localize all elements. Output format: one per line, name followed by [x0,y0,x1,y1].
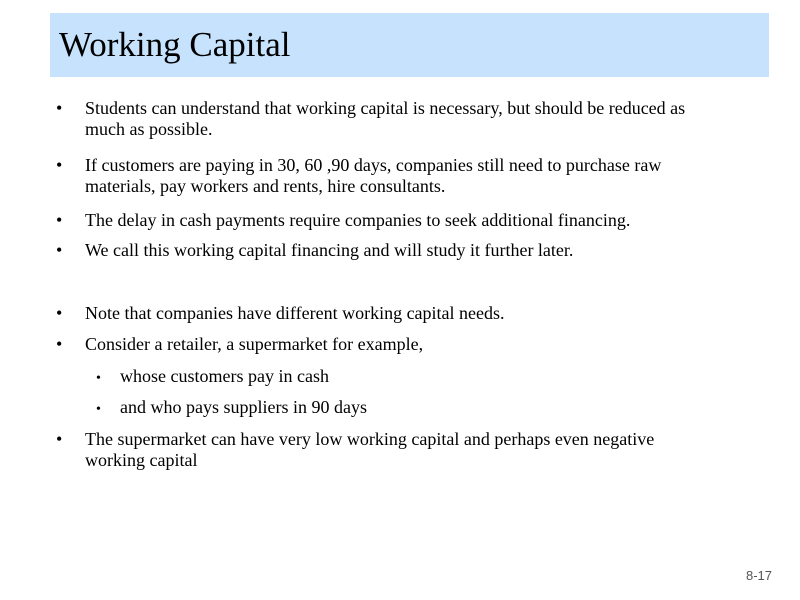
title-bar [50,13,769,77]
bullet-icon: • [56,303,63,323]
bullet-icon: • [56,240,63,260]
sub-bullet-icon: • [96,371,101,386]
slide-title: Working Capital [59,25,291,64]
bullet-icon: • [56,210,63,230]
bullet-text: The supermarket can have very low working capital and perhaps even negative working capital [85,429,655,470]
bullet-text: The delay in cash payments require companies to seek additional financing. [85,210,631,230]
sub-bullet-text: and who pays suppliers in 90 days [120,397,367,417]
bullet-icon: • [56,155,63,175]
bullet-icon: • [56,98,63,118]
bullet-icon: • [56,334,63,354]
bullet-text: Students can understand that working capital is necessary, but should be reduced as much as possible. [85,98,686,139]
sub-bullet-icon: • [96,402,101,417]
page-number: 8-17 [745,568,772,583]
sub-bullet-text: whose customers pay in cash [120,366,329,386]
bullet-icon: • [56,429,63,449]
bullet-text: If customers are paying in 30, 60 ,90 days, companies still need to purchase raw materials, pay workers and rents, hire consultants. [85,155,662,196]
bullet-text: We call this working capital financing and will study it further later. [85,240,574,260]
bullet-text: Note that companies have different working capital needs. [85,303,505,323]
bullet-text: Consider a retailer, a supermarket for example, [85,334,424,354]
